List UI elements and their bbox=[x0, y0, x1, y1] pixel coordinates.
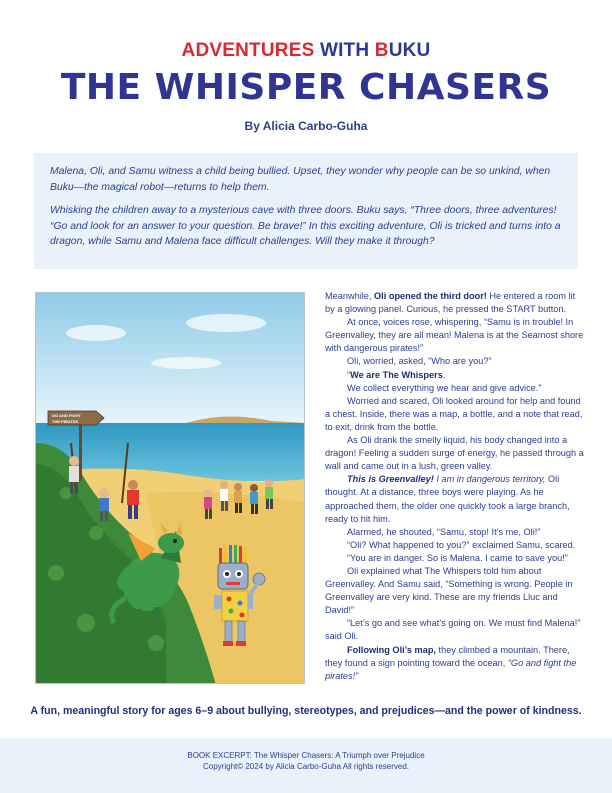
series-title bbox=[0, 40, 612, 62]
book-title: THE WHISPER CHASERS bbox=[60, 67, 552, 108]
author-byline: By Alicia Carbo-Guha bbox=[244, 119, 368, 133]
story-paragraph: Oli, worried, asked, “Who are you?” bbox=[347, 356, 492, 367]
story-paragraph: “Let’s go and see what’s going on. We must find Malena!” said Oli. bbox=[325, 618, 581, 642]
series-title-part: WITH bbox=[319, 40, 375, 61]
story-paragraph: Following Oli’s map, they climbed a mountain. There, they found a sign pointing toward the ocean, “Go and fight the pirates!” bbox=[325, 644, 577, 681]
summary-paragraph: Malena, Oli, and Samu witness a child being bullied. Upset, they wonder why people can be so unkind, when Buku—the magical robot—returns to help them. bbox=[50, 166, 551, 193]
series-title-part: B bbox=[374, 40, 389, 61]
footer-copyright-line: Copyright© 2024 by Alicia Carbo-Guha All rights reserved. bbox=[203, 762, 409, 771]
story-paragraph: Alarmed, he shouted, “Samu, stop! It’s me, Oli!” bbox=[347, 526, 541, 537]
summary-paragraph: Whisking the children away to a mysterious cave with three doors. Buku says, “Three doors, three adventures! “Go and look for an answer to your question. Be brave!” In this exciting adventure, Oli is tricked and turns into a dragon, while Samu and Malena face difficult challenges. Will they make it through? bbox=[50, 205, 561, 248]
story-paragraph: Meanwhile, Oli opened the third door! He entered a room lit by a glowing panel. Curious, he pressed the START button. bbox=[325, 291, 576, 315]
footer-excerpt-line: BOOK EXCERPT: The Whisper Chasers: A Triumph over Prejudice bbox=[187, 751, 425, 760]
story-paragraph: At once, voices rose, whispering, “Samu is in trouble! In Greenvalley, they are all mean! Malena is at the Seamost shore with dangerous pirates!” bbox=[325, 317, 584, 354]
series-title-part: UKU bbox=[388, 40, 431, 61]
story-text bbox=[325, 290, 587, 683]
story-paragraph: Oli explained what The Whispers told him about Greenvalley. And Samu said, “Something is wrong. People in Greenvalley are very kind. These are my friends Lluc and David!” bbox=[325, 565, 573, 616]
story-paragraph: We collect everything we hear and give advice.” bbox=[347, 382, 542, 393]
tagline: A fun, meaningful story for ages 6–9 about bullying, stereotypes, and prejudices—and the power of kindness. bbox=[30, 705, 582, 717]
illustration-artwork bbox=[36, 293, 305, 684]
summary-box bbox=[34, 153, 578, 269]
story-paragraph: “Oli? What happened to you?” exclaimed Samu, scared. bbox=[347, 539, 576, 550]
story-paragraph: “You are in danger. So is Malena. I came to save you!” bbox=[347, 552, 568, 563]
story-illustration bbox=[35, 292, 305, 684]
sign-text: GO AND FIGHT bbox=[52, 413, 81, 418]
story-paragraph: As Oli drank the smelly liquid, his body changed into a dragon! Feeling a sudden surge of energy, he passed through a wall and came out in a lush, green valley. bbox=[325, 435, 584, 472]
footer bbox=[0, 738, 612, 793]
story-paragraph: This is Greenvalley! I am in dangerous territory, Oli thought. At a distance, three boys were playing. As he approached them, the older one quickly took a large branch, ready to hit him. bbox=[325, 474, 570, 524]
story-paragraph: “We are The Whispers. bbox=[347, 369, 446, 380]
story-paragraph: Worried and scared, Oli looked around for help and found a chest. Inside, there was a map, a bottle, and a note that read, to exit, drink from the bottle. bbox=[325, 395, 583, 432]
sign-text: THE PIRATES bbox=[52, 419, 79, 424]
series-title-part: ADVENTURES bbox=[181, 40, 320, 61]
